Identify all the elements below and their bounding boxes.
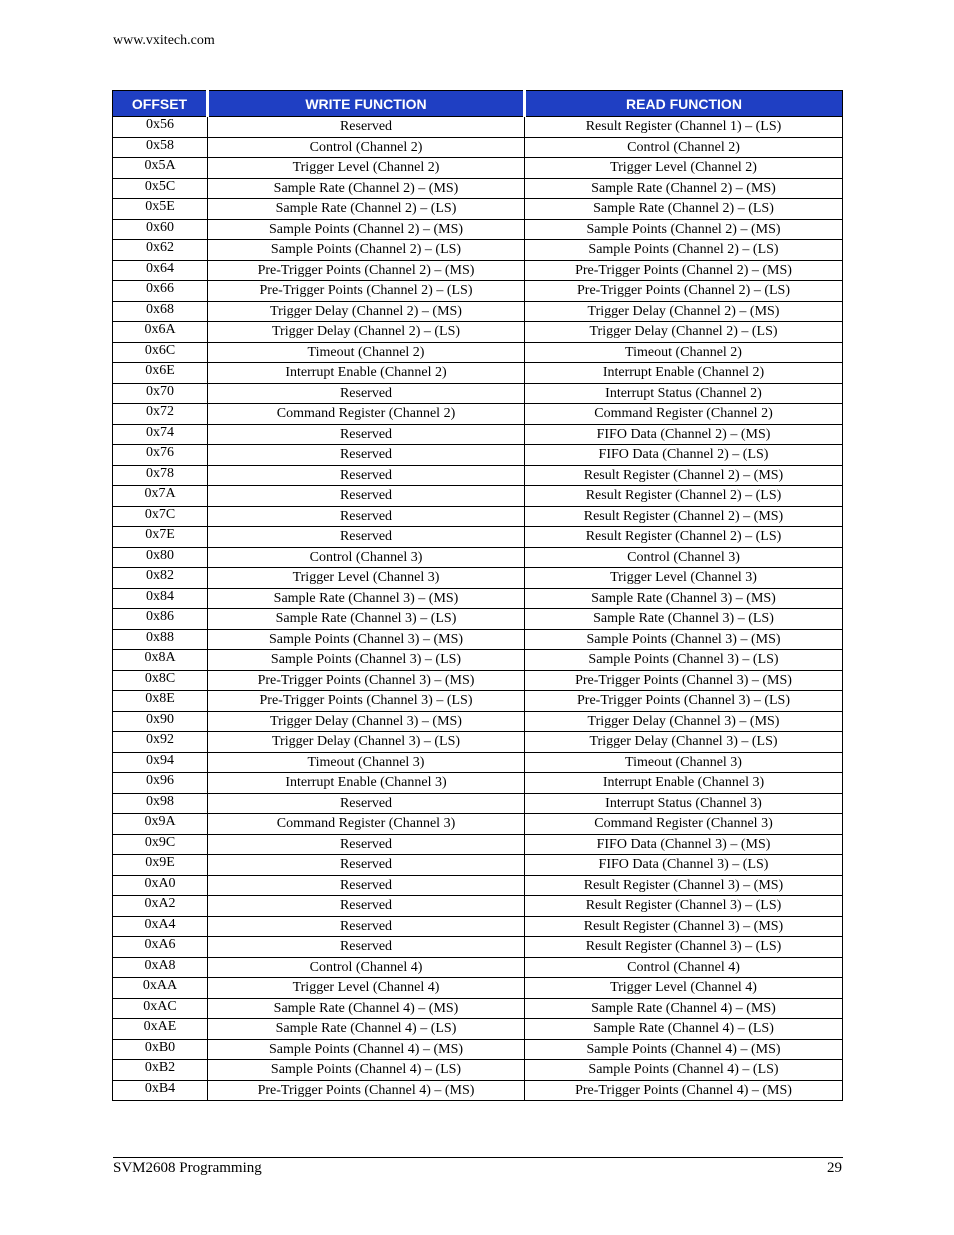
- write-function-cell: Sample Points (Channel 4) – (MS): [208, 1039, 525, 1060]
- offset-cell: 0x6A: [113, 322, 208, 343]
- offset-cell: 0x82: [113, 568, 208, 589]
- write-function-cell: Sample Rate (Channel 4) – (LS): [208, 1019, 525, 1040]
- read-function-cell: Sample Rate (Channel 2) – (LS): [525, 199, 843, 220]
- write-function-cell: Trigger Level (Channel 4): [208, 978, 525, 999]
- offset-cell: 0xAE: [113, 1019, 208, 1040]
- offset-cell: 0xA4: [113, 916, 208, 937]
- offset-cell: 0x84: [113, 588, 208, 609]
- offset-cell: 0x9E: [113, 855, 208, 876]
- column-header-read-function: READ FUNCTION: [525, 91, 843, 117]
- write-function-cell: Trigger Level (Channel 3): [208, 568, 525, 589]
- table-row: [113, 855, 843, 876]
- offset-cell: 0x72: [113, 404, 208, 425]
- read-function-cell: Interrupt Status (Channel 2): [525, 383, 843, 404]
- write-function-cell: Reserved: [208, 465, 525, 486]
- table-row: [113, 527, 843, 548]
- offset-cell: 0x60: [113, 219, 208, 240]
- read-function-cell: Trigger Delay (Channel 3) – (MS): [525, 711, 843, 732]
- write-function-cell: Trigger Level (Channel 2): [208, 158, 525, 179]
- table-row: [113, 875, 843, 896]
- column-header-write-function: WRITE FUNCTION: [208, 91, 525, 117]
- write-function-cell: Reserved: [208, 896, 525, 917]
- write-function-cell: Sample Points (Channel 4) – (LS): [208, 1060, 525, 1081]
- read-function-cell: Sample Rate (Channel 3) – (LS): [525, 609, 843, 630]
- offset-cell: 0x92: [113, 732, 208, 753]
- site-url: www.vxitech.com: [113, 33, 215, 48]
- table-row: [113, 650, 843, 671]
- offset-cell: 0x88: [113, 629, 208, 650]
- offset-cell: 0x6E: [113, 363, 208, 384]
- read-function-cell: Trigger Level (Channel 4): [525, 978, 843, 999]
- read-function-cell: Control (Channel 4): [525, 957, 843, 978]
- write-function-cell: Trigger Delay (Channel 3) – (MS): [208, 711, 525, 732]
- offset-cell: 0xB2: [113, 1060, 208, 1081]
- offset-cell: 0x98: [113, 793, 208, 814]
- read-function-cell: Pre-Trigger Points (Channel 3) – (MS): [525, 670, 843, 691]
- write-function-cell: Command Register (Channel 3): [208, 814, 525, 835]
- table-row: [113, 916, 843, 937]
- write-function-cell: Sample Rate (Channel 3) – (MS): [208, 588, 525, 609]
- read-function-cell: Interrupt Enable (Channel 3): [525, 773, 843, 794]
- read-function-cell: Timeout (Channel 2): [525, 342, 843, 363]
- offset-cell: 0x64: [113, 260, 208, 281]
- read-function-cell: Interrupt Status (Channel 3): [525, 793, 843, 814]
- write-function-cell: Command Register (Channel 2): [208, 404, 525, 425]
- write-function-cell: Pre-Trigger Points (Channel 3) – (MS): [208, 670, 525, 691]
- column-header-offset: OFFSET: [113, 91, 208, 117]
- table-row: [113, 773, 843, 794]
- offset-cell: 0x74: [113, 424, 208, 445]
- read-function-cell: Trigger Delay (Channel 3) – (LS): [525, 732, 843, 753]
- offset-cell: 0x5A: [113, 158, 208, 179]
- offset-cell: 0xB4: [113, 1080, 208, 1101]
- write-function-cell: Timeout (Channel 3): [208, 752, 525, 773]
- footer-divider: [113, 1157, 843, 1158]
- read-function-cell: Sample Rate (Channel 2) – (MS): [525, 178, 843, 199]
- offset-cell: 0x80: [113, 547, 208, 568]
- table-row: [113, 1039, 843, 1060]
- offset-cell: 0x90: [113, 711, 208, 732]
- footer-document-title: SVM2608 Programming: [113, 1160, 262, 1176]
- offset-cell: 0x96: [113, 773, 208, 794]
- read-function-cell: Sample Points (Channel 4) – (MS): [525, 1039, 843, 1060]
- table-row: [113, 506, 843, 527]
- table-row: [113, 978, 843, 999]
- offset-cell: 0xA0: [113, 875, 208, 896]
- offset-cell: 0x70: [113, 383, 208, 404]
- table-row: [113, 342, 843, 363]
- read-function-cell: Result Register (Channel 2) – (LS): [525, 486, 843, 507]
- offset-cell: 0xB0: [113, 1039, 208, 1060]
- table-row: [113, 301, 843, 322]
- write-function-cell: Reserved: [208, 445, 525, 466]
- write-function-cell: Sample Rate (Channel 3) – (LS): [208, 609, 525, 630]
- table-row: [113, 363, 843, 384]
- table-row: [113, 117, 843, 138]
- table-row: [113, 691, 843, 712]
- table-row: [113, 199, 843, 220]
- table-row: [113, 957, 843, 978]
- read-function-cell: Control (Channel 2): [525, 137, 843, 158]
- write-function-cell: Sample Rate (Channel 4) – (MS): [208, 998, 525, 1019]
- offset-cell: 0xA2: [113, 896, 208, 917]
- table-row: [113, 568, 843, 589]
- read-function-cell: Sample Points (Channel 2) – (MS): [525, 219, 843, 240]
- write-function-cell: Trigger Delay (Channel 2) – (LS): [208, 322, 525, 343]
- offset-cell: 0xAC: [113, 998, 208, 1019]
- read-function-cell: Trigger Delay (Channel 2) – (LS): [525, 322, 843, 343]
- table-row: [113, 752, 843, 773]
- table-row: [113, 383, 843, 404]
- write-function-cell: Sample Rate (Channel 2) – (LS): [208, 199, 525, 220]
- offset-cell: 0x58: [113, 137, 208, 158]
- offset-cell: 0xAA: [113, 978, 208, 999]
- table-row: [113, 937, 843, 958]
- read-function-cell: Sample Points (Channel 4) – (LS): [525, 1060, 843, 1081]
- offset-cell: 0x6C: [113, 342, 208, 363]
- table-row: [113, 1060, 843, 1081]
- table-row: [113, 465, 843, 486]
- table-row: [113, 547, 843, 568]
- write-function-cell: Reserved: [208, 916, 525, 937]
- table-row: [113, 486, 843, 507]
- table-row: [113, 588, 843, 609]
- read-function-cell: Sample Rate (Channel 4) – (LS): [525, 1019, 843, 1040]
- offset-cell: 0x68: [113, 301, 208, 322]
- read-function-cell: Result Register (Channel 3) – (LS): [525, 937, 843, 958]
- write-function-cell: Sample Points (Channel 3) – (LS): [208, 650, 525, 671]
- read-function-cell: Result Register (Channel 2) – (MS): [525, 465, 843, 486]
- write-function-cell: Trigger Delay (Channel 2) – (MS): [208, 301, 525, 322]
- table-row: [113, 1019, 843, 1040]
- write-function-cell: Pre-Trigger Points (Channel 4) – (MS): [208, 1080, 525, 1101]
- write-function-cell: Reserved: [208, 793, 525, 814]
- offset-cell: 0x9C: [113, 834, 208, 855]
- write-function-cell: Reserved: [208, 383, 525, 404]
- read-function-cell: Command Register (Channel 3): [525, 814, 843, 835]
- read-function-cell: Sample Rate (Channel 4) – (MS): [525, 998, 843, 1019]
- read-function-cell: Sample Rate (Channel 3) – (MS): [525, 588, 843, 609]
- register-rows: [113, 117, 843, 1101]
- read-function-cell: Command Register (Channel 2): [525, 404, 843, 425]
- write-function-cell: Reserved: [208, 424, 525, 445]
- offset-cell: 0x9A: [113, 814, 208, 835]
- table-row: [113, 240, 843, 261]
- write-function-cell: Trigger Delay (Channel 3) – (LS): [208, 732, 525, 753]
- offset-cell: 0x86: [113, 609, 208, 630]
- table-row: [113, 609, 843, 630]
- write-function-cell: Reserved: [208, 855, 525, 876]
- write-function-cell: Sample Points (Channel 2) – (LS): [208, 240, 525, 261]
- table-row: [113, 219, 843, 240]
- write-function-cell: Sample Points (Channel 3) – (MS): [208, 629, 525, 650]
- table-row: [113, 158, 843, 179]
- write-function-cell: Reserved: [208, 527, 525, 548]
- offset-cell: 0xA8: [113, 957, 208, 978]
- offset-cell: 0x7E: [113, 527, 208, 548]
- read-function-cell: Pre-Trigger Points (Channel 3) – (LS): [525, 691, 843, 712]
- read-function-cell: Result Register (Channel 3) – (MS): [525, 916, 843, 937]
- table-row: [113, 998, 843, 1019]
- table-row: [113, 629, 843, 650]
- read-function-cell: Result Register (Channel 3) – (LS): [525, 896, 843, 917]
- offset-cell: 0x5E: [113, 199, 208, 220]
- table-row: [113, 732, 843, 753]
- offset-cell: 0x62: [113, 240, 208, 261]
- offset-cell: 0x7A: [113, 486, 208, 507]
- offset-cell: 0x78: [113, 465, 208, 486]
- offset-cell: 0x5C: [113, 178, 208, 199]
- write-function-cell: Control (Channel 3): [208, 547, 525, 568]
- table-row: [113, 281, 843, 302]
- offset-cell: 0x8A: [113, 650, 208, 671]
- footer-page-number: 29: [827, 1160, 842, 1176]
- offset-cell: 0x8C: [113, 670, 208, 691]
- table-row: [113, 178, 843, 199]
- table-row: [113, 814, 843, 835]
- write-function-cell: Interrupt Enable (Channel 2): [208, 363, 525, 384]
- write-function-cell: Control (Channel 2): [208, 137, 525, 158]
- write-function-cell: Timeout (Channel 2): [208, 342, 525, 363]
- write-function-cell: Reserved: [208, 875, 525, 896]
- offset-cell: 0x66: [113, 281, 208, 302]
- table-row: [113, 711, 843, 732]
- read-function-cell: Pre-Trigger Points (Channel 4) – (MS): [525, 1080, 843, 1101]
- table-row: [113, 424, 843, 445]
- write-function-cell: Pre-Trigger Points (Channel 3) – (LS): [208, 691, 525, 712]
- write-function-cell: Pre-Trigger Points (Channel 2) – (LS): [208, 281, 525, 302]
- read-function-cell: Trigger Delay (Channel 2) – (MS): [525, 301, 843, 322]
- table-row: [113, 322, 843, 343]
- read-function-cell: FIFO Data (Channel 2) – (LS): [525, 445, 843, 466]
- offset-cell: 0x76: [113, 445, 208, 466]
- read-function-cell: Trigger Level (Channel 2): [525, 158, 843, 179]
- offset-cell: 0x56: [113, 117, 208, 138]
- read-function-cell: Control (Channel 3): [525, 547, 843, 568]
- write-function-cell: Sample Points (Channel 2) – (MS): [208, 219, 525, 240]
- table-row: [113, 404, 843, 425]
- read-function-cell: Result Register (Channel 3) – (MS): [525, 875, 843, 896]
- read-function-cell: Timeout (Channel 3): [525, 752, 843, 773]
- table-row: [113, 445, 843, 466]
- read-function-cell: Result Register (Channel 2) – (LS): [525, 527, 843, 548]
- table-row: [113, 260, 843, 281]
- offset-cell: 0x8E: [113, 691, 208, 712]
- table-row: [113, 793, 843, 814]
- write-function-cell: Reserved: [208, 937, 525, 958]
- read-function-cell: FIFO Data (Channel 3) – (MS): [525, 834, 843, 855]
- write-function-cell: Reserved: [208, 506, 525, 527]
- table-row: [113, 1080, 843, 1101]
- read-function-cell: Sample Points (Channel 2) – (LS): [525, 240, 843, 261]
- read-function-cell: Interrupt Enable (Channel 2): [525, 363, 843, 384]
- table-row: [113, 896, 843, 917]
- read-function-cell: Pre-Trigger Points (Channel 2) – (LS): [525, 281, 843, 302]
- read-function-cell: Pre-Trigger Points (Channel 2) – (MS): [525, 260, 843, 281]
- write-function-cell: Control (Channel 4): [208, 957, 525, 978]
- read-function-cell: FIFO Data (Channel 3) – (LS): [525, 855, 843, 876]
- offset-cell: 0xA6: [113, 937, 208, 958]
- table-row: [113, 137, 843, 158]
- write-function-cell: Interrupt Enable (Channel 3): [208, 773, 525, 794]
- register-map-table: [112, 90, 843, 1101]
- read-function-cell: Sample Points (Channel 3) – (MS): [525, 629, 843, 650]
- read-function-cell: Result Register (Channel 1) – (LS): [525, 117, 843, 138]
- write-function-cell: Reserved: [208, 486, 525, 507]
- write-function-cell: Reserved: [208, 834, 525, 855]
- write-function-cell: Pre-Trigger Points (Channel 2) – (MS): [208, 260, 525, 281]
- table-row: [113, 834, 843, 855]
- write-function-cell: Sample Rate (Channel 2) – (MS): [208, 178, 525, 199]
- table-row: [113, 670, 843, 691]
- write-function-cell: Reserved: [208, 117, 525, 138]
- read-function-cell: Trigger Level (Channel 3): [525, 568, 843, 589]
- offset-cell: 0x7C: [113, 506, 208, 527]
- offset-cell: 0x94: [113, 752, 208, 773]
- table-header-row: [113, 91, 843, 117]
- read-function-cell: FIFO Data (Channel 2) – (MS): [525, 424, 843, 445]
- read-function-cell: Result Register (Channel 2) – (MS): [525, 506, 843, 527]
- read-function-cell: Sample Points (Channel 3) – (LS): [525, 650, 843, 671]
